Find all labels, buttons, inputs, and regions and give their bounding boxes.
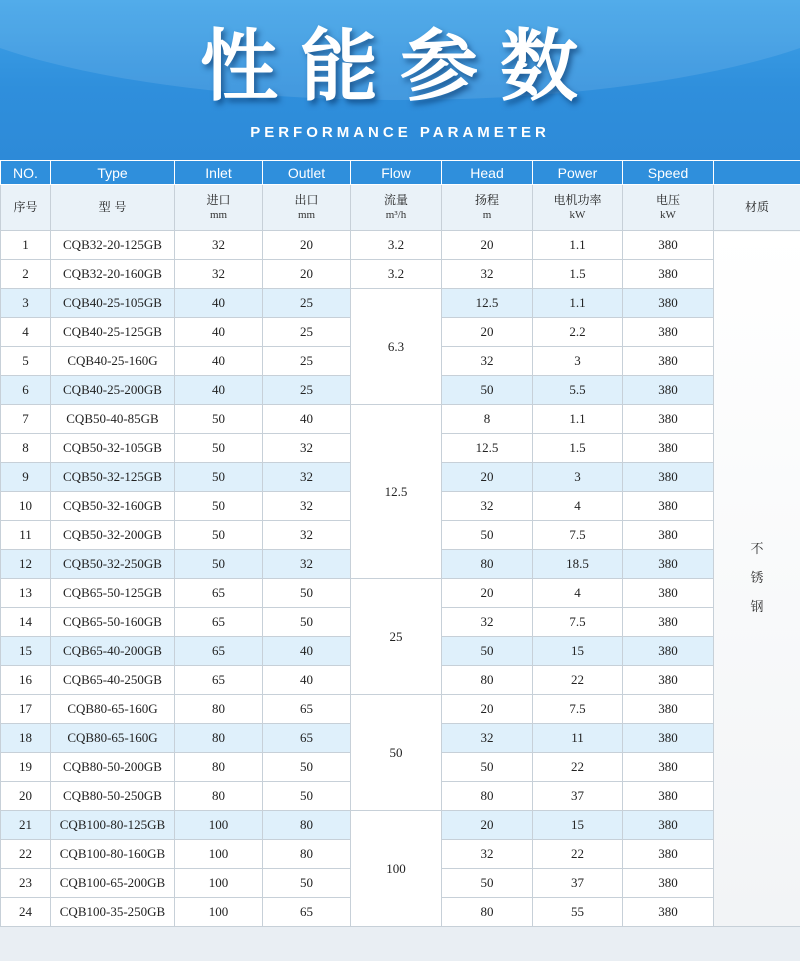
header-cn-label: 进口 [206, 192, 231, 207]
cell-type: CQB32-20-160GB [51, 260, 175, 289]
cell-no: 19 [1, 753, 51, 782]
cell-outlet: 40 [263, 637, 351, 666]
header-en-1: Type [51, 161, 175, 185]
header-cn-label: 流量 [383, 192, 408, 207]
cell-no: 6 [1, 376, 51, 405]
cell-head: 32 [442, 347, 533, 376]
header-cn-4 [351, 185, 442, 231]
cell-outlet: 50 [263, 782, 351, 811]
cell-inlet: 50 [175, 521, 263, 550]
cell-head: 20 [442, 811, 533, 840]
cell-inlet: 65 [175, 666, 263, 695]
cell-head: 20 [442, 318, 533, 347]
table-row [1, 695, 800, 724]
cell-head: 50 [442, 869, 533, 898]
cell-inlet: 100 [175, 811, 263, 840]
cell-speed: 380 [623, 840, 714, 869]
cell-speed: 380 [623, 637, 714, 666]
header-cn-5 [442, 185, 533, 231]
cell-speed: 380 [623, 579, 714, 608]
cell-no: 22 [1, 840, 51, 869]
cell-flow: 3.2 [351, 231, 442, 260]
cell-outlet: 20 [263, 260, 351, 289]
cell-power: 1.1 [533, 289, 623, 318]
cell-inlet: 32 [175, 231, 263, 260]
cell-speed: 380 [623, 695, 714, 724]
header-cn-unit: kW [569, 208, 586, 221]
cell-speed: 380 [623, 521, 714, 550]
header-en-5: Head [442, 161, 533, 185]
english-header-row [1, 161, 800, 185]
cell-speed: 380 [623, 347, 714, 376]
cell-head: 50 [442, 521, 533, 550]
header-cn-unit: kW [660, 208, 676, 221]
cell-speed: 380 [623, 608, 714, 637]
cell-no: 9 [1, 463, 51, 492]
cell-power: 37 [533, 782, 623, 811]
cell-outlet: 25 [263, 376, 351, 405]
cell-power: 15 [533, 811, 623, 840]
cell-speed: 380 [623, 753, 714, 782]
header-cn-6 [533, 185, 623, 231]
cell-no: 13 [1, 579, 51, 608]
cell-type: CQB65-50-125GB [51, 579, 175, 608]
cell-outlet: 25 [263, 289, 351, 318]
cell-speed: 380 [623, 405, 714, 434]
cell-inlet: 50 [175, 492, 263, 521]
cell-power: 1.1 [533, 405, 623, 434]
cell-inlet: 65 [175, 637, 263, 666]
cell-no: 1 [1, 231, 51, 260]
cell-type: CQB40-25-105GB [51, 289, 175, 318]
header-cn-3 [263, 185, 351, 231]
cell-type: CQB50-32-125GB [51, 463, 175, 492]
cell-no: 12 [1, 550, 51, 579]
header-cn-7 [623, 185, 714, 231]
cell-speed: 380 [623, 376, 714, 405]
cell-head: 20 [442, 695, 533, 724]
table-row [1, 231, 800, 260]
cell-power: 3 [533, 463, 623, 492]
cell-inlet: 40 [175, 289, 263, 318]
cell-outlet: 25 [263, 347, 351, 376]
cell-power: 2.2 [533, 318, 623, 347]
cell-type: CQB100-65-200GB [51, 869, 175, 898]
cell-power: 4 [533, 579, 623, 608]
cell-inlet: 32 [175, 260, 263, 289]
cell-type: CQB32-20-125GB [51, 231, 175, 260]
cell-type: CQB50-32-200GB [51, 521, 175, 550]
cell-no: 3 [1, 289, 51, 318]
cell-no: 5 [1, 347, 51, 376]
cell-speed: 380 [623, 318, 714, 347]
cell-head: 50 [442, 376, 533, 405]
header-cn-label: 扬程 [474, 192, 499, 207]
cell-speed: 380 [623, 260, 714, 289]
cell-type: CQB80-50-200GB [51, 753, 175, 782]
table-row [1, 811, 800, 840]
cell-outlet: 25 [263, 318, 351, 347]
cell-head: 20 [442, 463, 533, 492]
header-cn-label: 材质 [744, 200, 769, 214]
header-cn-unit: mm [209, 208, 228, 221]
chinese-header-row [1, 185, 800, 231]
cell-no: 2 [1, 260, 51, 289]
cell-flow: 6.3 [351, 289, 442, 405]
cell-type: CQB100-80-160GB [51, 840, 175, 869]
table-row [1, 289, 800, 318]
cell-inlet: 50 [175, 550, 263, 579]
cell-head: 80 [442, 666, 533, 695]
cell-flow: 25 [351, 579, 442, 695]
cell-no: 15 [1, 637, 51, 666]
header-cn-label: 型 号 [98, 200, 127, 214]
cell-speed: 380 [623, 898, 714, 927]
cell-speed: 380 [623, 231, 714, 260]
cell-inlet: 80 [175, 695, 263, 724]
header-cn-unit: mm [297, 208, 316, 221]
cell-type: CQB100-80-125GB [51, 811, 175, 840]
cell-flow: 100 [351, 811, 442, 927]
cell-power: 1.5 [533, 434, 623, 463]
page-subtitle: PERFORMANCE PARAMETER [250, 124, 550, 141]
cell-head: 20 [442, 579, 533, 608]
cell-type: CQB50-32-250GB [51, 550, 175, 579]
cell-outlet: 65 [263, 898, 351, 927]
cell-type: CQB50-32-160GB [51, 492, 175, 521]
cell-speed: 380 [623, 434, 714, 463]
cell-material [714, 231, 800, 927]
cell-inlet: 65 [175, 579, 263, 608]
cell-head: 20 [442, 231, 533, 260]
page-title: 性能参数 [199, 22, 600, 112]
cell-outlet: 20 [263, 231, 351, 260]
cell-power: 22 [533, 666, 623, 695]
cell-no: 8 [1, 434, 51, 463]
cell-inlet: 80 [175, 753, 263, 782]
cell-power: 55 [533, 898, 623, 927]
header-en-3: Outlet [263, 161, 351, 185]
cell-outlet: 50 [263, 579, 351, 608]
cell-outlet: 80 [263, 811, 351, 840]
header-cn-label: 出口 [294, 192, 319, 207]
cell-inlet: 80 [175, 724, 263, 753]
cell-power: 5.5 [533, 376, 623, 405]
cell-head: 50 [442, 753, 533, 782]
cell-type: CQB40-25-200GB [51, 376, 175, 405]
cell-inlet: 40 [175, 318, 263, 347]
cell-power: 7.5 [533, 608, 623, 637]
header-en-8 [714, 161, 800, 185]
cell-inlet: 40 [175, 376, 263, 405]
performance-table [0, 160, 800, 927]
cell-flow: 12.5 [351, 405, 442, 579]
cell-inlet: 100 [175, 869, 263, 898]
cell-outlet: 65 [263, 695, 351, 724]
cell-power: 1.5 [533, 260, 623, 289]
cell-type: CQB50-40-85GB [51, 405, 175, 434]
cell-speed: 380 [623, 463, 714, 492]
cell-power: 22 [533, 840, 623, 869]
cell-no: 17 [1, 695, 51, 724]
cell-inlet: 65 [175, 608, 263, 637]
cell-type: CQB65-50-160GB [51, 608, 175, 637]
header-cn-unit: m [482, 208, 492, 221]
cell-type: CQB40-25-160G [51, 347, 175, 376]
cell-speed: 380 [623, 782, 714, 811]
cell-speed: 380 [623, 492, 714, 521]
cell-outlet: 50 [263, 608, 351, 637]
cell-power: 7.5 [533, 695, 623, 724]
cell-speed: 380 [623, 550, 714, 579]
cell-head: 12.5 [442, 434, 533, 463]
header-cn-8 [714, 185, 800, 231]
cell-power: 4 [533, 492, 623, 521]
table-body [1, 231, 800, 927]
header-en-7: Speed [623, 161, 714, 185]
cell-no: 7 [1, 405, 51, 434]
table-row [1, 260, 800, 289]
cell-outlet: 50 [263, 753, 351, 782]
cell-inlet: 40 [175, 347, 263, 376]
cell-head: 80 [442, 550, 533, 579]
header-cn-label: 电机功率 [553, 192, 602, 207]
header-en-4: Flow [351, 161, 442, 185]
header-cn-2 [175, 185, 263, 231]
cell-no: 24 [1, 898, 51, 927]
cell-type: CQB80-65-160G [51, 695, 175, 724]
cell-outlet: 40 [263, 666, 351, 695]
cell-outlet: 80 [263, 840, 351, 869]
cell-power: 15 [533, 637, 623, 666]
cell-power: 7.5 [533, 521, 623, 550]
cell-head: 32 [442, 260, 533, 289]
cell-type: CQB80-50-250GB [51, 782, 175, 811]
table-row [1, 579, 800, 608]
cell-no: 14 [1, 608, 51, 637]
cell-outlet: 32 [263, 463, 351, 492]
cell-type: CQB100-35-250GB [51, 898, 175, 927]
cell-inlet: 50 [175, 434, 263, 463]
header-cn-label: 序号 [13, 200, 38, 214]
material-char: 钢 [750, 600, 764, 615]
cell-no: 21 [1, 811, 51, 840]
cell-inlet: 50 [175, 405, 263, 434]
cell-type: CQB80-65-160G [51, 724, 175, 753]
header-cn-1 [51, 185, 175, 231]
cell-no: 10 [1, 492, 51, 521]
cell-power: 37 [533, 869, 623, 898]
cell-no: 16 [1, 666, 51, 695]
cell-speed: 380 [623, 289, 714, 318]
cell-outlet: 32 [263, 550, 351, 579]
cell-head: 12.5 [442, 289, 533, 318]
cell-power: 11 [533, 724, 623, 753]
cell-inlet: 50 [175, 463, 263, 492]
material-char: 锈 [750, 571, 764, 586]
cell-head: 32 [442, 840, 533, 869]
cell-inlet: 100 [175, 840, 263, 869]
cell-outlet: 50 [263, 869, 351, 898]
cell-head: 8 [442, 405, 533, 434]
cell-type: CQB50-32-105GB [51, 434, 175, 463]
material-char: 不 [750, 542, 764, 557]
cell-no: 18 [1, 724, 51, 753]
cell-inlet: 80 [175, 782, 263, 811]
cell-no: 11 [1, 521, 51, 550]
cell-outlet: 65 [263, 724, 351, 753]
material-text [750, 535, 763, 622]
cell-head: 32 [442, 608, 533, 637]
cell-head: 50 [442, 637, 533, 666]
cell-power: 18.5 [533, 550, 623, 579]
header-en-0: NO. [1, 161, 51, 185]
cell-power: 3 [533, 347, 623, 376]
cell-power: 1.1 [533, 231, 623, 260]
cell-speed: 380 [623, 869, 714, 898]
header-cn-label: 电压 [655, 192, 680, 207]
cell-no: 20 [1, 782, 51, 811]
cell-type: CQB40-25-125GB [51, 318, 175, 347]
cell-outlet: 32 [263, 492, 351, 521]
header-cn-unit: m³/h [385, 208, 407, 221]
cell-type: CQB65-40-200GB [51, 637, 175, 666]
cell-outlet: 32 [263, 521, 351, 550]
cell-inlet: 100 [175, 898, 263, 927]
cell-head: 80 [442, 782, 533, 811]
cell-power: 22 [533, 753, 623, 782]
header-en-2: Inlet [175, 161, 263, 185]
cell-head: 80 [442, 898, 533, 927]
header-banner [0, 0, 800, 160]
header-en-6: Power [533, 161, 623, 185]
cell-outlet: 40 [263, 405, 351, 434]
cell-speed: 380 [623, 724, 714, 753]
cell-head: 32 [442, 724, 533, 753]
cell-head: 32 [442, 492, 533, 521]
cell-speed: 380 [623, 811, 714, 840]
cell-no: 23 [1, 869, 51, 898]
cell-flow: 3.2 [351, 260, 442, 289]
header-cn-0 [1, 185, 51, 231]
cell-speed: 380 [623, 666, 714, 695]
table-row [1, 405, 800, 434]
cell-outlet: 32 [263, 434, 351, 463]
cell-no: 4 [1, 318, 51, 347]
cell-flow: 50 [351, 695, 442, 811]
cell-type: CQB65-40-250GB [51, 666, 175, 695]
